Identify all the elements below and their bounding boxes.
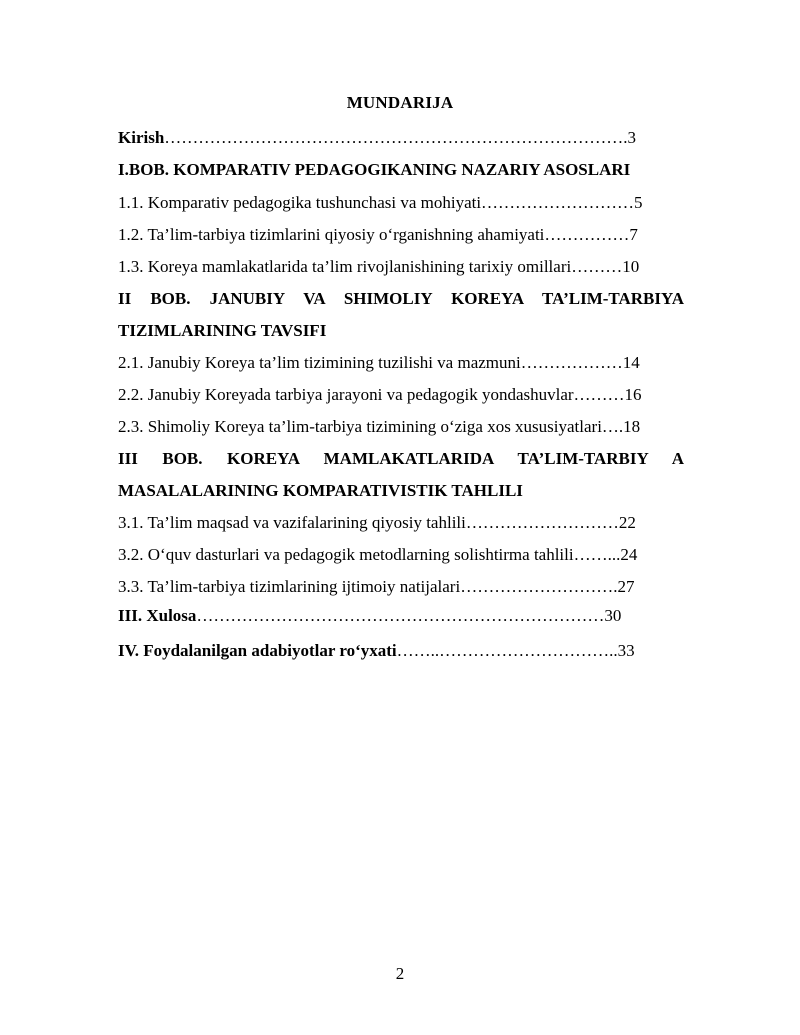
toc-entry-3-3[interactable]: 3.3. Ta’lim-tarbiya tizimlarining ijtimoiy natijalari……………………….27 <box>118 577 635 596</box>
toc-heading-chapter-3-line-1[interactable]: III BOB. KOREYA MAMLAKATLARIDA TA’LIM-TARBIY A <box>118 449 684 468</box>
toc-heading-chapter-2-line-1[interactable]: II BOB. JANUBIY VA SHIMOLIY KOREYA TA’LIM-TARBIYA <box>118 289 684 308</box>
toc-entry-3-1[interactable]: 3.1. Ta’lim maqsad va vazifalarining qiyosiy tahlili………………………22 <box>118 513 636 532</box>
toc-entry-1-3[interactable]: 1.3. Koreya mamlakatlarida ta’lim rivojlanishining tarixiy omillari………10 <box>118 257 640 276</box>
toc-entry-label: III. Xulosa <box>118 606 197 625</box>
toc-entry-1-2[interactable]: 1.2. Ta’lim-tarbiya tizimlarini qiyosiy o‘rganishning ahamiyati……………7 <box>118 225 638 244</box>
toc-entry-leader: ……..…………………………..33 <box>396 641 635 660</box>
toc-heading-chapter-3-line-2[interactable]: MASALALARINING KOMPARATIVISTIK TAHLILI <box>118 481 523 500</box>
toc-title: MUNDARIJA <box>346 93 454 112</box>
toc-entry-leader: ……………………………………………………………………….3 <box>164 128 637 147</box>
toc-entry-2-1[interactable]: 2.1. Janubiy Koreya ta’lim tizimining tuzilishi va mazmuni………………14 <box>118 353 640 372</box>
toc-heading-chapter-1[interactable]: I.BOB. KOMPARATIV PEDAGOGIKANING NAZARIY ASOSLARI <box>118 160 631 179</box>
page-number: 2 <box>395 964 405 983</box>
toc-entry-leader: ………………………………………………………………30 <box>196 606 622 625</box>
toc-entry-2-2[interactable]: 2.2. Janubiy Koreyada tarbiya jarayoni va pedagogik yondashuvlar………16 <box>118 385 642 404</box>
toc-entry-xulosa[interactable] <box>118 604 684 628</box>
toc-entry-kirish[interactable] <box>118 126 684 150</box>
toc-entry-3-2[interactable]: 3.2. O‘quv dasturlari va pedagogik metodlarning solishtirma tahlili……...24 <box>118 545 638 564</box>
toc-entry-adabiyotlar[interactable] <box>118 639 684 663</box>
toc-entry-label: Kirish <box>118 128 165 147</box>
toc-entry-2-3[interactable]: 2.3. Shimoliy Koreya ta’lim-tarbiya tizimining o‘ziga xos xususiyatlari….18 <box>118 417 641 436</box>
toc-entry-label: IV. Foydalanilgan adabiyotlar ro‘yxati <box>118 641 397 660</box>
toc-entry-1-1[interactable]: 1.1. Komparativ pedagogika tushunchasi va mohiyati………………………5 <box>118 193 643 212</box>
toc-heading-chapter-2-line-2[interactable]: TIZIMLARINING TAVSIFI <box>118 321 327 340</box>
